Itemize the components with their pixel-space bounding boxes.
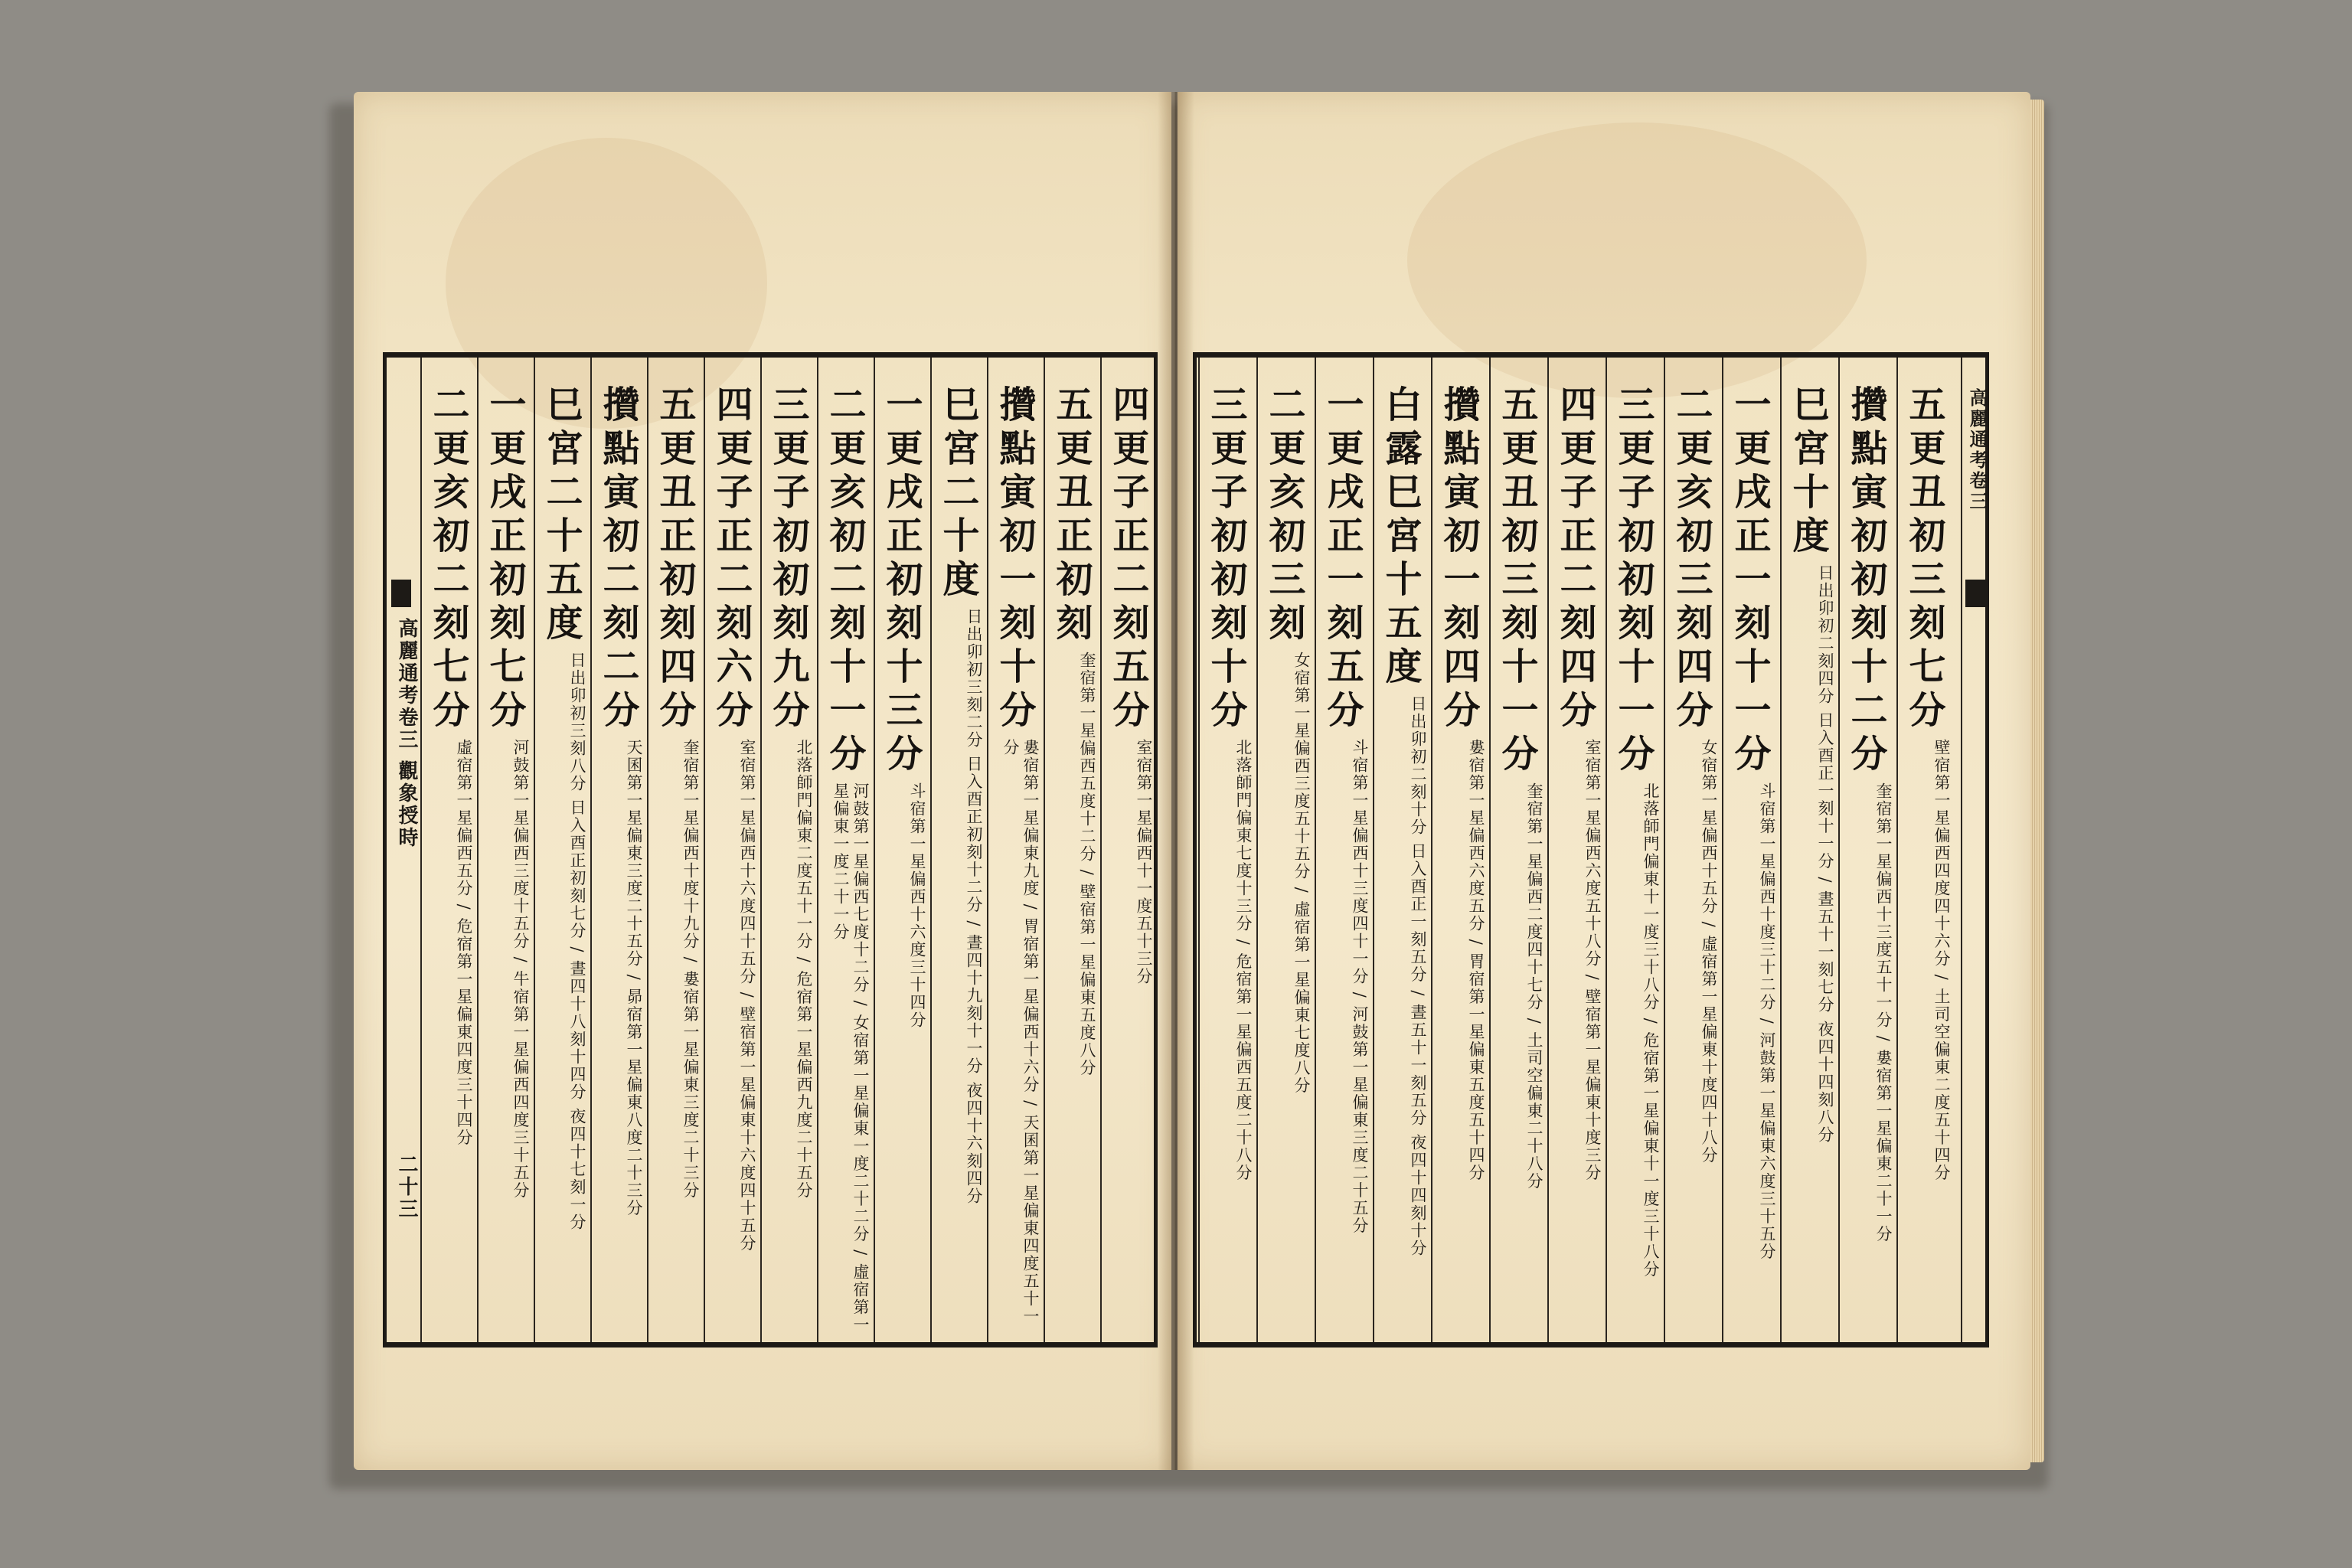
text-column	[1044, 358, 1100, 1342]
main-text: 一更戌正初刻十三分	[880, 385, 923, 778]
main-text: 二更亥初二刻七分	[426, 385, 469, 734]
annotation-text: 虛宿第一星偏西五分 / 危宿第一星偏東四度三十四分	[455, 739, 473, 1147]
main-text: 三更子初初刻十一分	[1612, 385, 1655, 778]
annotation-text: 北落師門偏東二度五十一分 / 危宿第一星偏西九度二十五分	[795, 739, 813, 1200]
page-edges	[2030, 100, 2044, 1462]
fishtail-mark	[1965, 580, 1985, 607]
main-text: 五更丑初三刻七分	[1903, 385, 1945, 734]
text-column	[874, 358, 930, 1342]
left-text-frame	[383, 352, 1158, 1348]
annotation-text: 奎宿第一星偏西十度十九分 / 婁宿第一星偏東三度二十三分	[681, 739, 700, 1200]
main-text: 四更子正二刻四分	[1553, 385, 1596, 734]
left-folio-number: 二十三	[395, 1154, 418, 1220]
text-column	[1315, 358, 1373, 1342]
annotation-text: 女宿第一星偏西三度五十五分 / 虛宿第一星偏東七度八分	[1292, 652, 1311, 1095]
text-column	[930, 358, 987, 1342]
text-column	[1547, 358, 1606, 1342]
text-column	[1373, 358, 1431, 1342]
annotation-text: 室宿第一星偏西十六度四十五分 / 壁宿第一星偏東十六度四十五分	[738, 739, 756, 1253]
main-text: 二更亥初二刻十一分	[823, 385, 866, 778]
text-column	[704, 358, 760, 1342]
annotation-text: 斗宿第一星偏西十度三十二分 / 河鼓第一星偏東六度三十五分	[1758, 782, 1776, 1261]
main-text: 攢點寅初二刻二分	[596, 385, 639, 734]
annotation-text: 婁宿第一星偏西六度五分 / 胃宿第一星偏東五度五十四分	[1467, 739, 1485, 1182]
annotation-text: 天囷第一星偏東三度二十五分 / 昴宿第一星偏東八度二十三分	[625, 739, 643, 1217]
annotation-text: 日出卯初二刻四分 日入酉正一刻十一分 / 晝五十一刻七分 夜四十四刻八分	[1816, 564, 1834, 1144]
main-text: 三更子初初刻九分	[766, 385, 809, 734]
right-margin-column	[1961, 358, 1988, 1342]
main-text: 一更戌正初刻七分	[483, 385, 526, 734]
annotation-text: 奎宿第一星偏西五度十二分 / 壁宿第一星偏東五度八分	[1078, 652, 1096, 1077]
text-column	[1896, 358, 1955, 1342]
annotation-text: 河鼓第一星偏西七度十二分 / 女宿第一星偏東一度二十二分 / 虛宿第一星偏東一度二十一分	[831, 782, 870, 1334]
main-text: 五更丑正初刻	[1050, 385, 1093, 647]
annotation-text: 日出卯初三刻八分 日入酉正初刻七分 / 晝四十八刻十四分 夜四十七刻一分	[568, 652, 586, 1231]
text-column	[477, 358, 534, 1342]
main-text: 巳宮二十五度	[540, 385, 583, 647]
annotation-text: 奎宿第一星偏西十三度五十一分 / 婁宿第一星偏東二十一分	[1874, 782, 1893, 1243]
left-margin-column	[387, 358, 420, 1342]
annotation-text: 日出卯初三刻二分 日入酉正初刻十二分 / 晝四十九刻十一分 夜四十六刻四分	[965, 608, 983, 1205]
text-column	[420, 358, 477, 1342]
text-column	[1256, 358, 1315, 1342]
main-text: 攢點寅初一刻十分	[993, 385, 1036, 734]
text-column	[1489, 358, 1547, 1342]
annotation-text: 女宿第一星偏西十五分 / 虛宿第一星偏東十度四十八分	[1700, 739, 1718, 1165]
main-text: 攢點寅初一刻四分	[1437, 385, 1480, 734]
main-text: 五更丑正初刻四分	[653, 385, 696, 734]
main-text: 三更子初初刻十分	[1204, 385, 1247, 734]
text-column	[1664, 358, 1722, 1342]
right-text-frame	[1193, 352, 1989, 1348]
annotation-text: 壁宿第一星偏西四度四十六分 / 土司空偏東二度五十四分	[1932, 739, 1951, 1182]
main-text: 二更亥初三刻	[1263, 385, 1305, 647]
annotation-text: 日出卯初二刻十分 日入酉正一刻五分 / 晝五十一刻五分 夜四十四刻十分	[1409, 695, 1427, 1257]
annotation-text: 室宿第一星偏西十一度五十三分	[1135, 739, 1153, 985]
main-text: 四更子正二刻六分	[710, 385, 753, 734]
annotation-text: 斗宿第一星偏西十六度三十四分	[908, 782, 926, 1029]
annotation-text: 北落師門偏東十一度三十八分 / 危宿第一星偏東十一度三十八分	[1642, 782, 1660, 1279]
text-column	[987, 358, 1044, 1342]
annotation-text: 婁宿第一星偏東九度 / 胃宿第一星偏西十六分 / 天囷第一星偏東四度五十一分	[1001, 739, 1040, 1325]
annotation-text: 北落師門偏東七度十三分 / 危宿第一星偏西五度二十八分	[1234, 739, 1253, 1182]
fishtail-mark	[391, 580, 411, 607]
main-text: 巳宮二十度	[936, 385, 979, 603]
main-text: 四更子正二刻五分	[1106, 385, 1149, 734]
left-margin-title: 高麗通考卷三 觀象授時	[395, 618, 418, 850]
annotation-text: 斗宿第一星偏西十三度四十一分 / 河鼓第一星偏東三度二十五分	[1351, 739, 1369, 1235]
text-column	[647, 358, 704, 1342]
text-column	[760, 358, 817, 1342]
annotation-text: 室宿第一星偏西六度五十八分 / 壁宿第一星偏東十度三分	[1583, 739, 1602, 1182]
text-column	[1100, 358, 1157, 1342]
text-column	[1606, 358, 1664, 1342]
main-text: 巳宮十度	[1786, 385, 1829, 560]
book-gutter	[1158, 92, 1194, 1470]
annotation-text: 河鼓第一星偏西三度十五分 / 牛宿第一星偏西四度三十五分	[511, 739, 530, 1200]
text-column	[817, 358, 874, 1342]
annotation-text: 奎宿第一星偏西二度四十七分 / 土司空偏東二十八分	[1525, 782, 1544, 1191]
main-text: 白露巳宮十五度	[1379, 385, 1422, 691]
main-text: 一更戌正一刻十一分	[1728, 385, 1771, 778]
text-column	[1722, 358, 1780, 1342]
text-column	[534, 358, 590, 1342]
text-column	[1431, 358, 1489, 1342]
text-column	[1838, 358, 1896, 1342]
main-text: 五更丑初三刻十一分	[1495, 385, 1538, 778]
text-column	[1780, 358, 1838, 1342]
text-column	[1198, 358, 1256, 1342]
right-margin-title: 高麗通考卷三	[1966, 388, 1988, 512]
main-text: 一更戌正一刻五分	[1321, 385, 1364, 734]
text-column	[590, 358, 647, 1342]
main-text: 二更亥初三刻四分	[1670, 385, 1713, 734]
main-text: 攢點寅初初刻十二分	[1844, 385, 1887, 778]
